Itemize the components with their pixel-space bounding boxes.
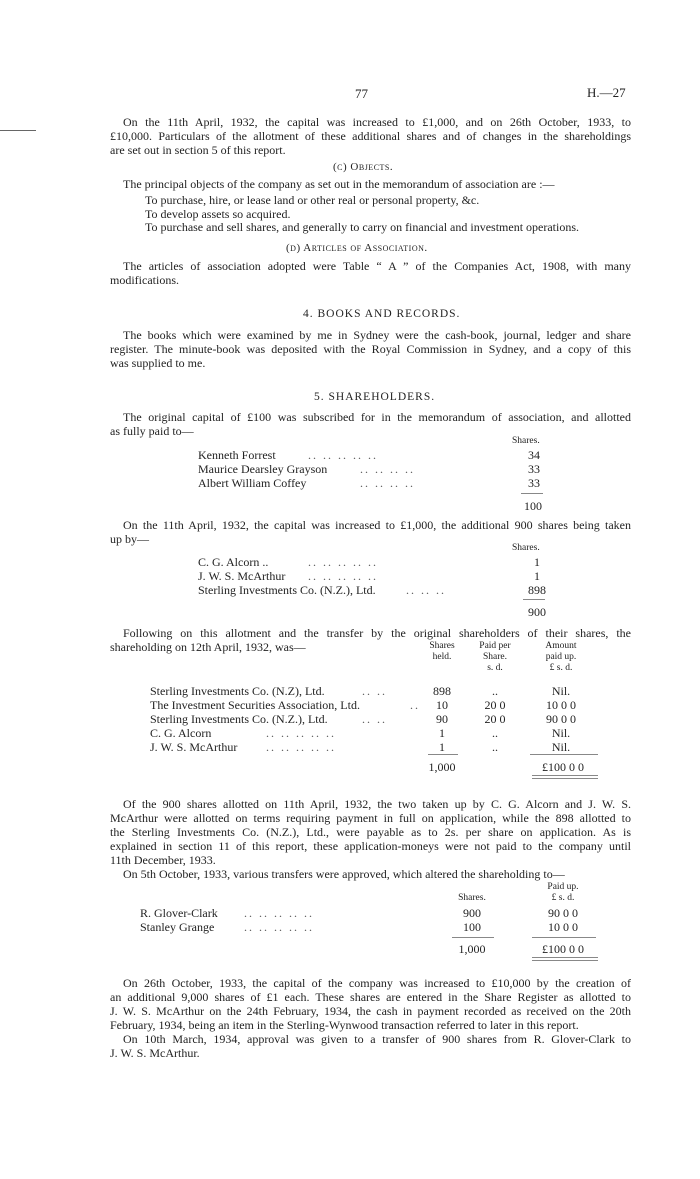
table3-header-held: held.	[432, 652, 452, 662]
table4-total-rule	[532, 937, 596, 938]
table3-row-amount: 10 0 0	[546, 698, 576, 712]
table3-header-per: s. d.	[487, 663, 503, 673]
table3-header-per: Share.	[482, 652, 507, 662]
table3-row-name: C. G. Alcorn	[150, 726, 212, 740]
table3-row-name: J. W. S. McArthur	[150, 740, 238, 754]
shareholders-p6-line-1: On 26th October, 1933, the capital of the company was increased to £10,000 by the creation of	[123, 976, 631, 990]
shareholders-p6-line-3: J. W. S. McArthur on the 24th February, 1934, the cash in payment recorded as received on the 20th	[110, 1004, 631, 1018]
table3-row-amount: Nil.	[551, 740, 571, 754]
table3-header-amount: £ s. d.	[549, 663, 573, 673]
table3-total-rule	[530, 754, 598, 755]
table2-total-rule	[523, 599, 545, 600]
table1-total: 100	[524, 499, 542, 513]
leader-dots: .. ..	[362, 712, 387, 726]
table4-row-shares: 900	[463, 906, 481, 920]
table3-row-held: 1	[439, 726, 445, 740]
shareholders-p1-line-2: as fully paid to—	[110, 424, 194, 438]
shareholders-p3-line-1: Following on this allotment and the transfer by the original shareholders of their shares, the	[123, 626, 631, 640]
shareholders-p4-line-1: Of the 900 shares allotted on 11th April, 1932, the two taken up by C. G. Alcorn and J. W. S.	[123, 797, 631, 811]
shareholders-p4-line-3: the Sterling Investments Co. (N.Z.), Ltd., were payable as to 2s. per share on application. As is	[110, 825, 631, 839]
shareholders-p4-line-5: 11th December, 1933.	[110, 853, 216, 867]
objects-item-1: To purchase, hire, or lease land or other real or personal property, &c.	[145, 193, 480, 207]
table3-row-amount: 90 0 0	[546, 712, 576, 726]
table3-row-per: ..	[492, 684, 498, 698]
table1-row-shares: 33	[528, 476, 540, 490]
table4-double-rule	[532, 960, 598, 961]
shareholders-p7-line-1: On 10th March, 1934, approval was given to a transfer of 900 shares from R. Glover-Clark to	[123, 1032, 631, 1046]
table3-row-name: The Investment Securities Association, Ltd.	[150, 698, 360, 712]
table2-row-shares: 898	[528, 583, 546, 597]
table4-double-rule	[532, 957, 598, 958]
table3-row-per: ..	[492, 726, 498, 740]
leader-dots: .. .. .. .. ..	[244, 920, 314, 934]
table3-row-held: 898	[433, 684, 451, 698]
table3-row-per: 20 0	[484, 712, 506, 726]
leader-dots: .. .. .. ..	[360, 462, 415, 476]
articles-line-1: The articles of association adopted were Table “ A ” of the Companies Act, 1908, with many	[123, 259, 631, 273]
document-reference: H.—27	[587, 85, 626, 100]
intro-line-1: On the 11th April, 1932, the capital was increased to £1,000, and on 26th October, 1933, to	[123, 115, 631, 129]
table4-row-name: Stanley Grange	[140, 920, 215, 934]
table2-col-header: Shares.	[512, 543, 540, 553]
table4-row-paid: 10 0 0	[548, 920, 578, 934]
table4-total-rule	[452, 937, 494, 938]
shareholders-p6-line-2: an additional 9,000 shares of £1 each. These shares are entered in the Share Register as allotted to	[110, 990, 631, 1004]
shareholders-p4-line-4: explained in section 11 of this report, these application-moneys were not paid to the company until	[110, 839, 631, 853]
table3-row-amount: Nil.	[551, 726, 571, 740]
objects-item-2: To develop assets so acquired.	[145, 207, 291, 221]
books-line-3: was supplied to me.	[110, 356, 206, 370]
table4-header-paid: £ s. d.	[551, 893, 575, 903]
leader-dots: .. .. .. .. ..	[244, 906, 314, 920]
objects-lead: The principal objects of the company as set out in the memorandum of association are :—	[123, 177, 555, 191]
table4-header-shares: Shares.	[458, 893, 486, 903]
intro-line-2: £10,000. Particulars of the allotment of these additional shares and of changes in the shareholdings	[110, 129, 631, 143]
table2-row-name: C. G. Alcorn ..	[198, 555, 269, 569]
articles-heading: (d) Articles of Association.	[286, 242, 428, 254]
table2-row-name: Sterling Investments Co. (N.Z.), Ltd.	[198, 583, 376, 597]
table4-total-paid: £100 0 0	[542, 942, 584, 956]
books-heading: 4. BOOKS AND RECORDS.	[303, 308, 461, 320]
shareholders-p1-line-1: The original capital of £100 was subscribed for in the memorandum of association, and allotted	[123, 410, 631, 424]
shareholders-p7-line-2: J. W. S. McArthur.	[110, 1046, 200, 1060]
table3-row-name: Sterling Investments Co. (N.Z.), Ltd.	[150, 712, 328, 726]
page-number: 77	[355, 86, 368, 101]
table1-total-rule	[521, 493, 543, 494]
intro-line-3: are set out in section 5 of this report.	[110, 143, 286, 157]
table3-row-held: 10	[436, 698, 448, 712]
table3-header-amount: Amount	[545, 641, 577, 651]
leader-dots: .. .. .. .. ..	[308, 555, 378, 569]
shareholders-p4-line-2: McArthur were allotted on terms requiring payment in full on application, while the 898 allotted to	[110, 811, 631, 825]
table3-double-rule	[532, 778, 598, 779]
table3-row-per: ..	[492, 740, 498, 754]
table3-row-per: 20 0	[484, 698, 506, 712]
shareholders-p2-line-2: up by—	[110, 532, 149, 546]
table3-header-amount: paid up.	[545, 652, 577, 662]
table3-row-held: 1	[439, 740, 445, 754]
shareholders-p6-line-4: February, 1934, being an item in the Sterling-Wynwood transaction referred to later in this report.	[110, 1018, 579, 1032]
leader-dots: .. .. .. ..	[360, 476, 415, 490]
leader-dots: .. .. .. .. ..	[266, 726, 336, 740]
objects-heading: (c) Objects.	[333, 161, 394, 173]
table1-row-name: Albert William Coffey	[198, 476, 307, 490]
table4-row-name: R. Glover-Clark	[140, 906, 218, 920]
leader-dots: .. ..	[362, 684, 387, 698]
leader-dots: .. .. .. .. ..	[308, 569, 378, 583]
table1-col-header: Shares.	[512, 436, 540, 446]
table3-header-per: Paid per	[479, 641, 511, 651]
table2-row-shares: 1	[534, 555, 540, 569]
table4-row-shares: 100	[463, 920, 481, 934]
table2-total: 900	[528, 605, 546, 619]
table4-row-paid: 90 0 0	[548, 906, 578, 920]
leader-dots: .. .. .. .. ..	[266, 740, 336, 754]
shareholders-p2-line-1: On the 11th April, 1932, the capital was increased to £1,000, the additional 900 shares being taken	[123, 518, 631, 532]
shareholders-heading: 5. SHAREHOLDERS.	[314, 391, 436, 403]
table2-row-shares: 1	[534, 569, 540, 583]
books-line-1: The books which were examined by me in Sydney were the cash-book, journal, ledger and share	[123, 328, 631, 342]
table2-row-name: J. W. S. McArthur	[198, 569, 286, 583]
table3-total-amount: £100 0 0	[542, 760, 584, 774]
margin-mark	[0, 130, 36, 131]
objects-item-3: To purchase and sell shares, and generally to carry on financial and investment operations.	[145, 220, 580, 234]
leader-dots: ..	[410, 698, 420, 712]
articles-line-2: modifications.	[110, 273, 179, 287]
table1-row-shares: 34	[528, 448, 540, 462]
shareholders-p5-line-1: On 5th October, 1933, various transfers were approved, which altered the shareholding to—	[123, 867, 565, 881]
table3-total-held: 1,000	[428, 760, 456, 774]
table3-row-amount: Nil.	[551, 684, 571, 698]
table1-row-shares: 33	[528, 462, 540, 476]
leader-dots: .. .. ..	[406, 583, 446, 597]
table3-double-rule	[532, 775, 598, 776]
books-line-2: register. The minute-book was deposited with the Royal Commission in Sydney, and a copy of this	[110, 342, 631, 356]
table3-row-name: Sterling Investments Co. (N.Z), Ltd.	[150, 684, 325, 698]
shareholders-p3-line-2: shareholding on 12th April, 1932, was—	[110, 640, 306, 654]
table4-header-paid: Paid up.	[547, 882, 579, 892]
table3-header-held: Shares	[429, 641, 455, 651]
table4-total-shares: 1,000	[458, 942, 486, 956]
table3-total-rule	[428, 754, 458, 755]
table1-row-name: Maurice Dearsley Grayson	[198, 462, 328, 476]
table3-row-held: 90	[436, 712, 448, 726]
table1-row-name: Kenneth Forrest	[198, 448, 276, 462]
leader-dots: .. .. .. .. ..	[308, 448, 378, 462]
